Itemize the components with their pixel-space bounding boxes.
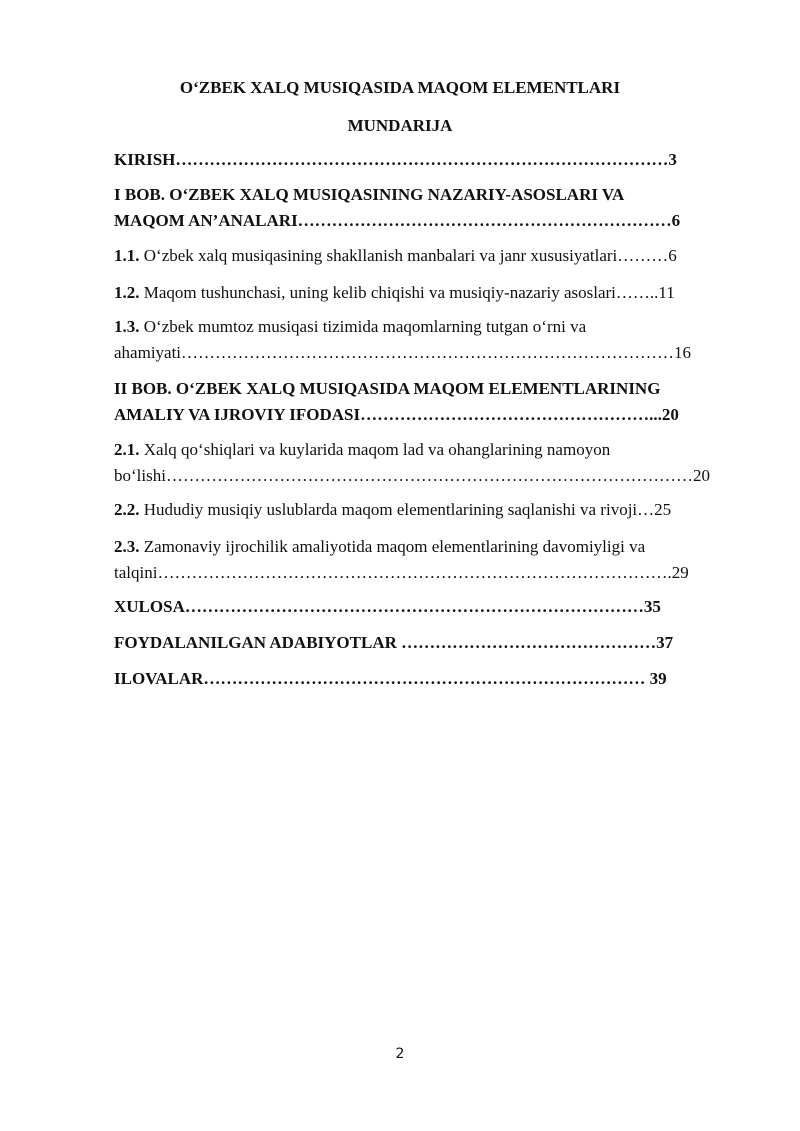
toc-chapter-1-line2: MAQOM AN’ANALARI…………………………………………………………6 <box>114 211 681 230</box>
toc-heading: MUNDARIJA <box>347 116 453 135</box>
toc-entry-1-1-number: 1.1. <box>114 246 140 265</box>
toc-entry-1-3-text: O‘zbek mumtoz musiqasi tizimida maqomlarning tutgan o‘rni va <box>139 317 587 336</box>
toc-chapter-1-line1: I BOB. O‘ZBEK XALQ MUSIQASINING NAZARIY-ASOSLARI VA <box>114 185 625 204</box>
toc-entry-2-1 <box>114 437 744 489</box>
toc-entry-xulosa <box>114 594 744 620</box>
toc-entry-1-2 <box>114 280 744 306</box>
page-number: 2 <box>395 1046 405 1062</box>
toc-entry-2-1-line2: bo‘lishi…………………………………………………………………………………20 <box>114 466 710 485</box>
toc-entry-ilovalar-text: ILOVALAR…………………………………………………………………… 39 <box>114 669 667 688</box>
toc-entry-1-1 <box>114 243 744 269</box>
toc-entry-1-2-text: Maqom tushunchasi, uning kelib chiqishi va musiqiy-nazariy asoslari……..11 <box>139 283 675 302</box>
toc-entry-1-2-number: 1.2. <box>114 283 140 302</box>
toc-entry-2-3-number: 2.3. <box>114 537 140 556</box>
toc-entry-2-3 <box>114 534 744 586</box>
toc-entry-2-1-text: Xalq qo‘shiqlari va kuylarida maqom lad va ohanglarining namoyon <box>139 440 611 459</box>
toc-chapter-2-line2: AMALIY VA IJROVIY IFODASI……………………………………………...20 <box>114 405 679 424</box>
toc-entry-2-2-text: Hududiy musiqiy uslublarda maqom elementlarining saqlanishi va rivoji…25 <box>139 500 672 519</box>
toc-entry-ilovalar <box>114 666 744 692</box>
toc-entry-adabiyotlar-text: FOYDALANILGAN ADABIYOTLAR ………………………………………37 <box>114 633 674 652</box>
toc-entry-1-3-line1 <box>114 314 744 340</box>
toc-entry-1-3 <box>114 314 744 366</box>
toc-entry-2-2-number: 2.2. <box>114 500 140 519</box>
toc-entry-xulosa-text: XULOSA………………………………………………………………………35 <box>114 597 661 616</box>
toc-entry-2-1-line1 <box>114 437 744 463</box>
toc-entry-chapter-2 <box>114 376 744 428</box>
document-title: O‘ZBEK XALQ MUSIQASIDA MAQOM ELEMENTLARI <box>179 78 621 97</box>
toc-entry-2-3-line1 <box>114 534 744 560</box>
toc-entry-adabiyotlar <box>114 630 744 656</box>
toc-entry-2-2-line <box>114 497 744 523</box>
toc-entry-1-3-number: 1.3. <box>114 317 140 336</box>
toc-entry-1-3-line2: ahamiyati……………………………………………………………………………16 <box>114 343 692 362</box>
toc-entry-2-2 <box>114 497 744 523</box>
toc-entry-chapter-1 <box>114 182 744 234</box>
toc-entry-2-1-number: 2.1. <box>114 440 140 459</box>
toc-entry-2-3-line2: talqini……………………………………………………………………………….29 <box>114 563 689 582</box>
toc-entry-2-3-text: Zamonaviy ijrochilik amaliyotida maqom elementlarining davomiyligi va <box>139 537 646 556</box>
toc-entry-kirish <box>114 147 744 173</box>
toc-entry-1-1-text: O‘zbek xalq musiqasining shakllanish manbalari va janr xususiyatlari………6 <box>139 246 677 265</box>
toc-entry-kirish-text: KIRISH……………………………………………………………………………3 <box>114 150 677 169</box>
toc-entry-1-2-line <box>114 280 744 306</box>
toc-entry-1-1-line <box>114 243 744 269</box>
toc-chapter-2-line1: II BOB. O‘ZBEK XALQ MUSIQASIDA MAQOM ELEMENTLARINING <box>114 379 661 398</box>
